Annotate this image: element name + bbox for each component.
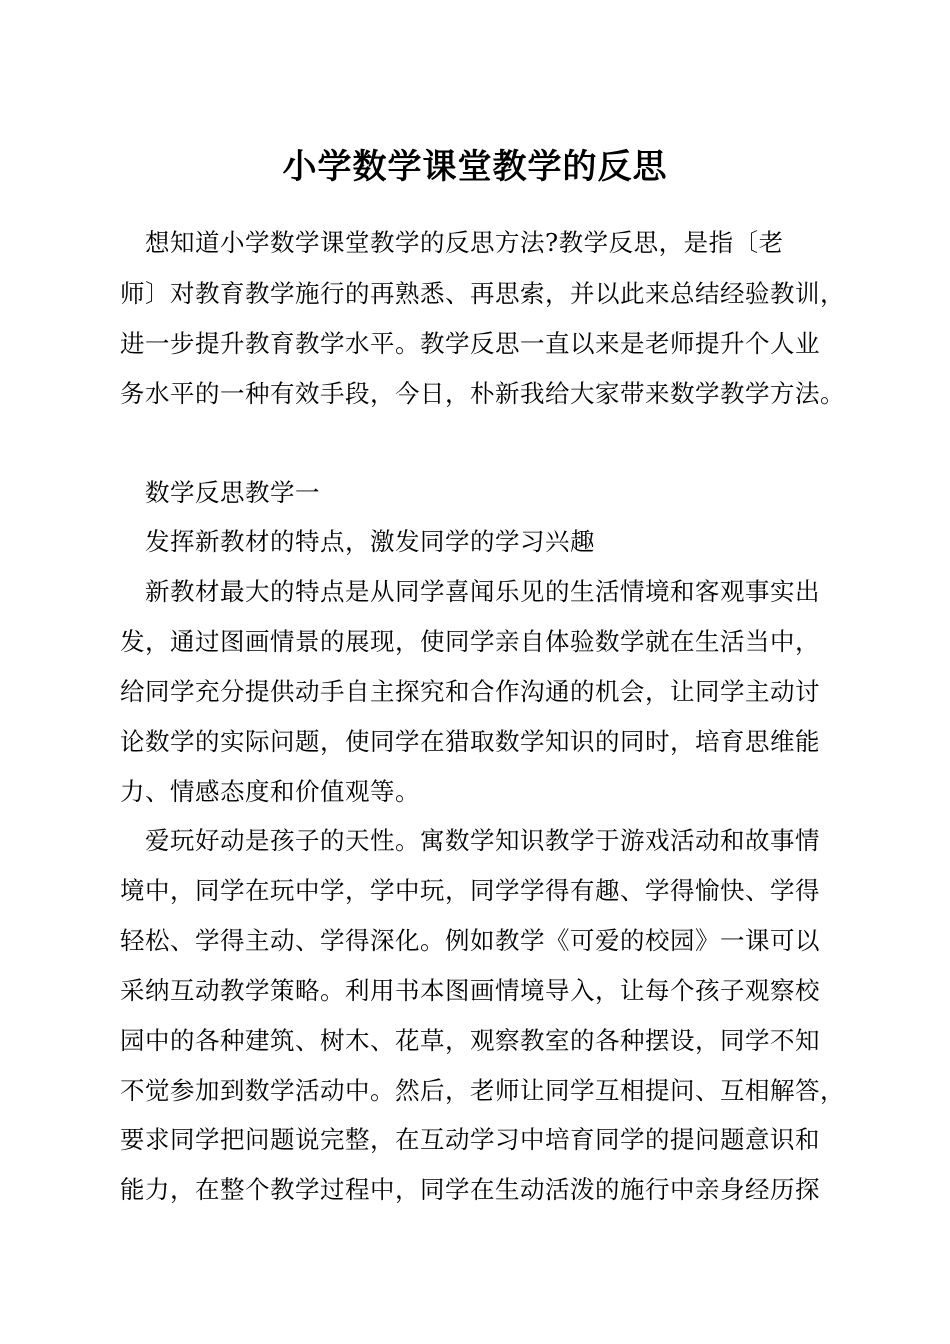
paragraph-line: 爱玩好动是孩子的天性。寓数学知识教学于游戏活动和故事情 (120, 826, 820, 855)
paragraph-line: 师〕对教育教学施行的再熟悉、再思索，并以此来总结经验教训， (120, 279, 845, 308)
subsection-heading: 发挥新教材的特点，激发同学的学习兴趣 (120, 527, 595, 556)
document-title: 小学数学课堂教学的反思 (282, 147, 668, 187)
paragraph-line: 采纳互动教学策略。利用书本图画情境导入，让每个孩子观察校 (120, 976, 820, 1005)
paragraph-line: 务水平的一种有效手段，今日，朴新我给大家带来数学教学方法。 (120, 379, 845, 408)
paragraph-line: 不觉参加到数学活动中。然后，老师让同学互相提问、互相解答， (120, 1076, 845, 1105)
paragraph-line: 新教材最大的特点是从同学喜闻乐见的生活情境和客观事实出 (120, 577, 820, 606)
paragraph-line: 园中的各种建筑、树木、花草，观察教室的各种摆设，同学不知 (120, 1026, 820, 1055)
paragraph-line: 境中，同学在玩中学，学中玩，同学学得有趣、学得愉快、学得 (120, 876, 820, 905)
paragraph-line: 发，通过图画情景的展现，使同学亲自体验数学就在生活当中， (120, 627, 820, 656)
paragraph-line: 想知道小学数学课堂教学的反思方法?教学反思，是指〔老 (120, 228, 784, 257)
paragraph-line: 要求同学把问题说完整，在互动学习中培育同学的提问题意识和 (120, 1125, 820, 1154)
paragraph-line: 能力，在整个教学过程中，同学在生动活泼的施行中亲身经历探 (120, 1175, 820, 1204)
paragraph-line: 给同学充分提供动手自主探究和合作沟通的机会，让同学主动讨 (120, 677, 820, 706)
paragraph-line: 论数学的实际问题，使同学在猎取数学知识的同时，培育思维能 (120, 727, 820, 756)
paragraph-line: 进一步提升教育教学水平。教学反思一直以来是老师提升个人业 (120, 329, 820, 358)
paragraph-line: 轻松、学得主动、学得深化。例如教学《可爱的校园》一课可以 (120, 926, 820, 955)
paragraph-line: 力、情感态度和价值观等。 (120, 777, 420, 806)
section-heading: 数学反思教学一 (120, 478, 320, 507)
